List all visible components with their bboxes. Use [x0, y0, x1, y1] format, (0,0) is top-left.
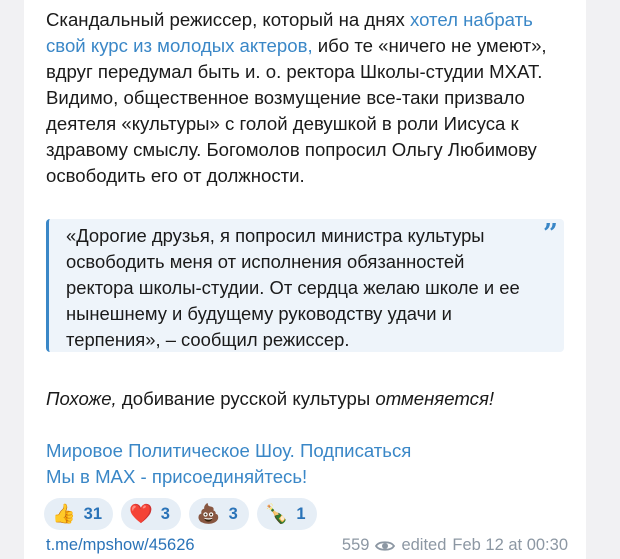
para2-text: добивание русской культуры: [116, 388, 376, 409]
post-link[interactable]: t.me/mpshow/45626: [46, 536, 195, 554]
message-meta: [342, 536, 568, 555]
views-count: 559: [341, 536, 370, 554]
blockquote: [46, 219, 564, 352]
edited-label: edited: [401, 536, 447, 554]
message-footer: [46, 536, 568, 558]
heart-icon: ❤️: [129, 503, 153, 525]
reaction-poop[interactable]: [189, 498, 249, 530]
eye-icon: [375, 539, 395, 553]
reaction-count: 3: [228, 504, 238, 523]
para1-text-a: Скандальный режиссер, который на днях: [46, 9, 411, 30]
para2-italic-1: Похоже,: [46, 388, 117, 409]
reactions-bar: [44, 498, 317, 530]
quote-text: «Дорогие друзья, я попросил министра культуры освободить меня от исполнения обязанностей ректора школы-студии. От сердца желаю школе и ее нынешнему и будущему руководству удачи и терпения», – сообщил режиссер.: [66, 225, 520, 350]
poop-icon: 💩: [196, 503, 221, 525]
max-join-link[interactable]: Мы в MAX - присоединяйтесь!: [46, 466, 308, 487]
reaction-thumbs-up[interactable]: [44, 498, 113, 530]
champagne-icon: 🍾: [264, 503, 289, 525]
reaction-count: 1: [296, 504, 306, 523]
para2-italic-2: отменяется!: [375, 388, 495, 409]
message-paragraph-2: [46, 386, 568, 412]
inline-link[interactable]: хотел набрать свой курс из молодых актеров,: [46, 9, 533, 56]
message-date: Feb 12 at 00:30: [452, 536, 568, 554]
reaction-count: 31: [83, 504, 103, 523]
reaction-heart[interactable]: [121, 498, 181, 530]
message-paragraph-1: [46, 7, 568, 189]
subscribe-link[interactable]: Мировое Политическое Шоу. Подписаться: [46, 440, 412, 461]
para1-text-b: ибо те «ничего не умеют», вдруг передумал быть и. о. ректора Школы-студии МХАТ. Видимо, общественное возмущение все-таки призвало деятеля «культуры» с голой девушкой в роли Иисуса к здравому смыслу. Богомолов попросил Ольгу Любимову освободить его от должности.: [46, 35, 547, 186]
reaction-champagne[interactable]: [257, 498, 317, 530]
message-bubble: [24, 0, 586, 559]
thumbs-up-icon: 👍: [52, 503, 76, 525]
reaction-count: 3: [160, 504, 170, 523]
quote-icon: ”: [543, 219, 558, 249]
